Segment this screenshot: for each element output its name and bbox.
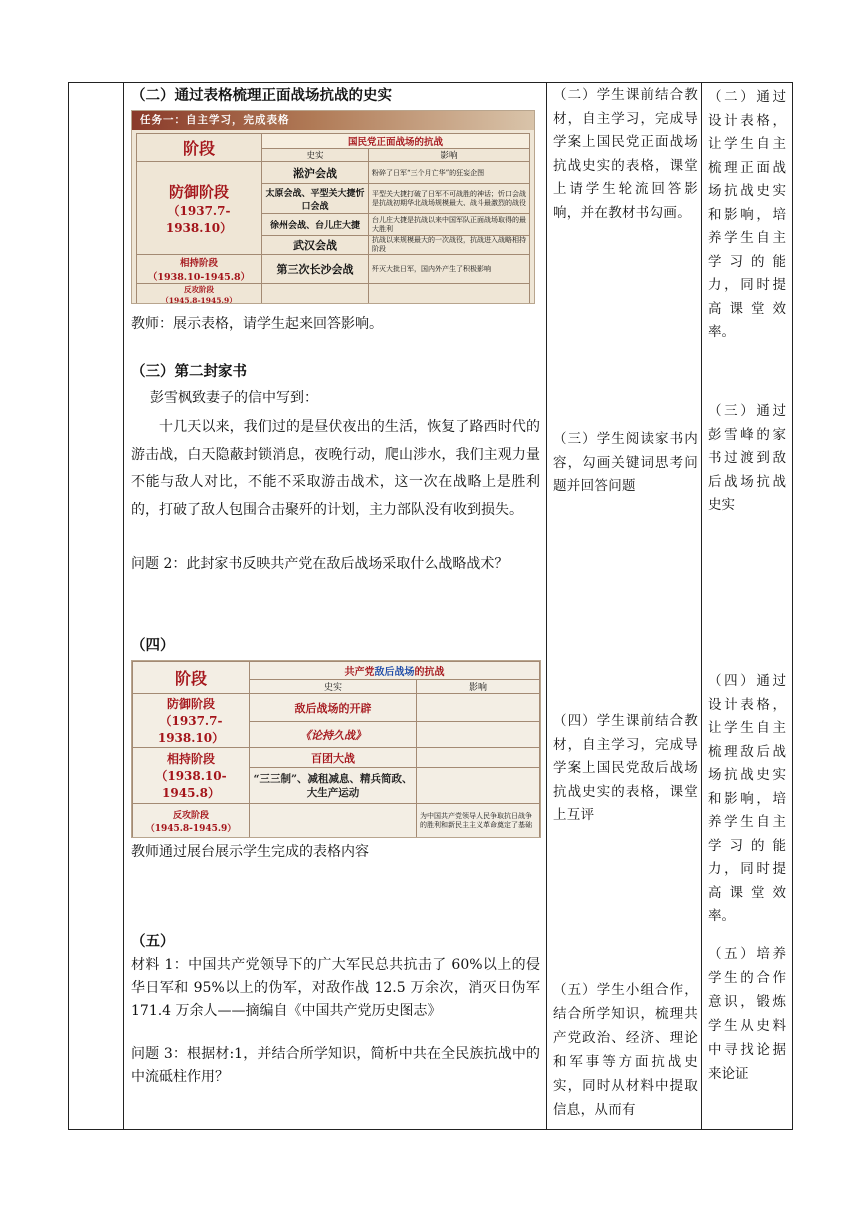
enemy-rear-table-image xyxy=(131,660,541,838)
rear-table xyxy=(132,661,540,838)
rear-impact-4 xyxy=(417,768,540,804)
col-facts: 史实 xyxy=(262,149,369,162)
fact-row-1: 淞沪会战 xyxy=(262,162,369,184)
table-border-bottom xyxy=(68,1129,793,1130)
question-2: 问题 2：此封家书反映共产党在敌后战场采取什么战略战术？ xyxy=(131,556,509,572)
stage-header: 阶段 xyxy=(137,134,262,162)
impact-row-4: 抗战以来规模最大的一次战役，抗战进入战略相持阶段 xyxy=(369,236,530,255)
table-divider-1 xyxy=(123,82,124,1130)
teacher-note-2: 教师：展示表格，请学生起来回答影响。 xyxy=(131,316,383,332)
material-1: 材料 1：中国共产党领导下的广大军民总共抗击了 60%以上的侵华日军和 95%以上的伪军，对敌作战 12.5 万余次，消灭日伪军 171.4 万余人——摘编自《中国共产党历史图志》 xyxy=(131,957,540,1019)
fact-row-3: 徐州会战、台儿庄大捷 xyxy=(262,214,369,236)
stage-header-2: 阶段 xyxy=(133,662,250,694)
design-intent-2: （二）通过设计表格，让学生自主梳理正面战场抗战史实和影响，培养学生自主学习的能力，同时提高课堂效率。 xyxy=(708,89,786,340)
rear-impact-1 xyxy=(417,694,540,722)
table-border-top xyxy=(68,82,793,83)
section-2-title: （二）通过表格梳理正面战场抗战的史实 xyxy=(131,88,392,104)
impact-row-5: 歼灭大批日军，国内外产生了积极影响 xyxy=(369,255,530,284)
question-3: 问题 3：根据材:1，并结合所学知识，简析中共在全民族抗战中的中流砥柱作用？ xyxy=(131,1046,540,1085)
section-4-title: （四） xyxy=(131,638,175,654)
table-border-left xyxy=(68,82,69,1130)
defense-stage-cell: 防御阶段 （1937.7-1938.10） xyxy=(137,162,262,255)
group-header: 国民党正面战场的抗战 xyxy=(262,134,530,149)
section-5-title: （五） xyxy=(131,934,175,950)
rear-fact-3: 百团大战 xyxy=(250,748,417,768)
counter-stage-cell-2: 反攻阶段 （1945.8-1945.9） xyxy=(133,804,250,838)
rear-impact-5: 为中国共产党领导人民争取抗日战争的胜利和新民主主义革命奠定了基础 xyxy=(417,804,540,838)
table-border-right xyxy=(792,82,793,1130)
impact-row-1: 粉碎了日军“三个月亡华”的狂妄企图 xyxy=(369,162,530,184)
fact-row-2: 太原会战、平型关大捷忻口会战 xyxy=(262,184,369,214)
impact-row-6 xyxy=(369,284,530,305)
table-divider-2 xyxy=(546,82,547,1130)
frontal-battlefield-table-image xyxy=(131,110,535,304)
fact-row-4: 武汉会战 xyxy=(262,236,369,255)
student-activity-2: （二）学生课前结合教材，自主学习，完成导学案上国民党正面战场抗战史实的表格，课堂上请学生轮流回答影响，并在教材书勾画。 xyxy=(553,87,698,221)
group-header-2: 共产党敌后战场的抗战 xyxy=(250,662,540,680)
design-intent-5: （五）培养学生的合作意识，锻炼学生从史料中寻找论据来论证 xyxy=(708,946,786,1082)
letter-body: 十几天以来，我们过的是昼伏夜出的生活，恢复了路西时代的游击战，白天隐蔽封锁消息，夜晚行动，爬山涉水，我们主观力量不能与敌人对比，不能不采取游击战术，这一次在战略上是胜利的，打破了敌人包围合击聚歼的计划，主力部队没有收到损失。 xyxy=(131,419,540,518)
design-intent-4: （四）通过设计表格，让学生自主梳理敌后战场抗战史实和影响，培养学生自主学习的能力，同时提高课堂效率。 xyxy=(708,673,786,924)
student-activity-5: （五）学生小组合作，结合所学知识，梳理共产党政治、经济、理论和军事等方面抗战史实，同时从材料中提取信息，从而有 xyxy=(553,982,698,1118)
counter-stage-cell: 反攻阶段 （1945.8-1945.9） xyxy=(137,284,262,305)
frontal-table xyxy=(136,133,530,304)
fact-row-6 xyxy=(262,284,369,305)
col-facts-2: 史实 xyxy=(250,680,417,694)
table-divider-3 xyxy=(701,82,702,1130)
student-activity-4: （四）学生课前结合教材，自主学习，完成导学案上国民党敌后战场抗战史实的表格，课堂上互评 xyxy=(553,713,698,823)
fact-row-5: 第三次长沙会战 xyxy=(262,255,369,284)
rear-fact-4: “三三制”、减租减息、精兵简政、大生产运动 xyxy=(250,768,417,804)
col-impact-2: 影响 xyxy=(417,680,540,694)
rear-fact-1: 敌后战场的开辟 xyxy=(250,694,417,722)
stalemate-stage-cell: 相持阶段 （1938.10-1945.8） xyxy=(137,255,262,284)
stalemate-stage-cell-2: 相持阶段 （1938.10-1945.8） xyxy=(133,748,250,804)
task-banner xyxy=(132,111,534,130)
rear-impact-2 xyxy=(417,722,540,748)
task-banner-text: 任务一：自主学习，完成表格 xyxy=(140,114,290,126)
impact-row-3: 台儿庄大捷是抗战以来中国军队正面战场取得的最大胜利 xyxy=(369,214,530,236)
defense-stage-cell-2: 防御阶段 （1937.7-1938.10） xyxy=(133,694,250,748)
rear-fact-5 xyxy=(250,804,417,838)
design-intent-3: （三）通过彭雪峰的家书过渡到敌后战场抗战史实 xyxy=(708,403,786,513)
section-3-title: （三）第二封家书 xyxy=(131,364,247,380)
rear-impact-3 xyxy=(417,748,540,768)
student-activity-3: （三）学生阅读家书内容，勾画关键词思考问题并回答问题 xyxy=(553,431,698,494)
letter-lead: 彭雪枫致妻子的信中写到： xyxy=(150,390,318,406)
impact-row-2: 平型关大捷打破了日军不可战胜的神话；忻口会战是抗战初期华北战场规模最大、战斗最激烈的战役 xyxy=(369,184,530,214)
col-impact: 影响 xyxy=(369,149,530,162)
section-4-caption: 教师通过展台展示学生完成的表格内容 xyxy=(131,844,369,860)
rear-fact-2: 《论持久战》 xyxy=(250,722,417,748)
